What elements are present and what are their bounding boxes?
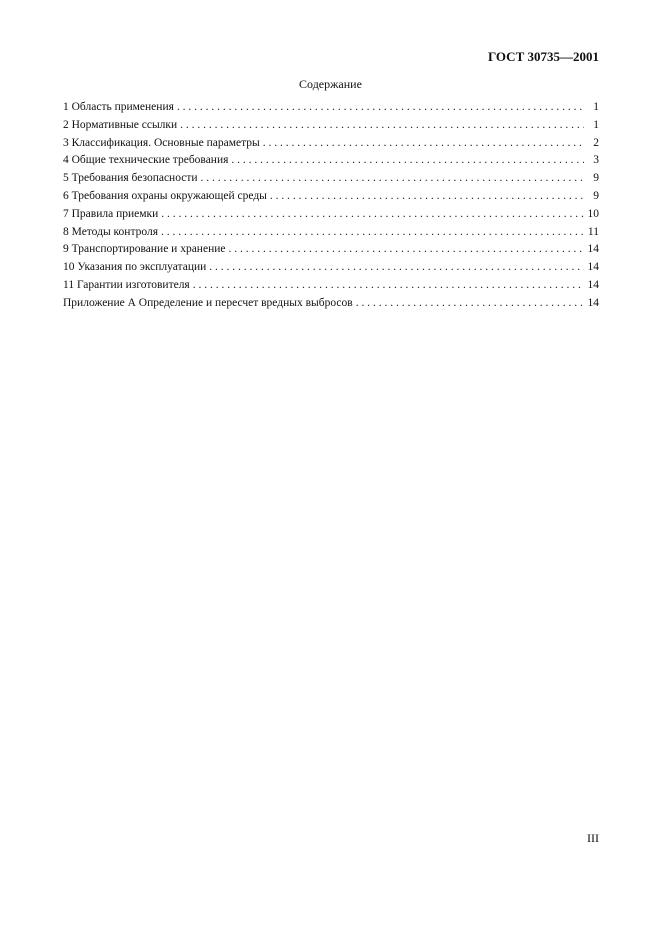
toc-entry[interactable] [63, 172, 599, 190]
toc-entry-page: 14 [587, 296, 599, 309]
toc-entry-page: 14 [587, 243, 599, 256]
toc-entry[interactable] [63, 137, 599, 155]
toc-entry-label: 7 Правила приемки [63, 207, 159, 220]
leader-dots [201, 172, 584, 184]
leader-dots [161, 226, 584, 238]
toc-entry[interactable] [63, 243, 599, 261]
toc-entry-page: 9 [593, 189, 599, 202]
toc-entry-label: 3 Классификация. Основные параметры [63, 136, 260, 149]
toc-entry-label: 8 Методы контроля [63, 225, 158, 238]
table-of-contents [63, 101, 599, 315]
toc-entry[interactable] [63, 279, 599, 297]
toc-entry[interactable] [63, 190, 599, 208]
toc-entry-page: 14 [587, 261, 599, 274]
page-title: Содержание [299, 77, 362, 91]
leader-dots [231, 154, 584, 166]
toc-entry[interactable] [63, 297, 599, 315]
leader-dots [209, 261, 584, 273]
toc-entry-label: 1 Область применения [63, 101, 174, 113]
toc-entry-label: 2 Нормативные ссылки [63, 118, 178, 131]
leader-dots [177, 101, 584, 113]
toc-entry-label: 9 Транспортирование и хранение [63, 243, 226, 256]
toc-entry-page: 1 [593, 118, 599, 131]
toc-entry-page: 11 [587, 225, 599, 238]
toc-entry-page: 3 [593, 154, 599, 167]
toc-entry-page: 14 [587, 278, 599, 291]
leader-dots [228, 243, 584, 255]
page-number: III [587, 831, 599, 845]
toc-entry-page: 10 [587, 207, 599, 220]
toc-entry[interactable] [63, 261, 599, 279]
toc-entry[interactable] [63, 154, 599, 172]
leader-dots [270, 190, 584, 202]
toc-entry[interactable] [63, 208, 599, 226]
toc-entry-page: 1 [593, 101, 599, 113]
toc-entry-label: 11 Гарантии изготовителя [63, 278, 190, 291]
toc-entry[interactable] [63, 226, 599, 244]
toc-entry-page: 2 [593, 136, 599, 149]
leader-dots [193, 279, 584, 291]
document-code: ГОСТ 30735—2001 [487, 49, 599, 64]
leader-dots [356, 297, 584, 309]
toc-entry-label: 6 Требования охраны окружающей среды [63, 189, 267, 202]
toc-entry-label: 10 Указания по эксплуатации [63, 261, 207, 274]
toc-entry[interactable] [63, 119, 599, 137]
toc-entry-page: 9 [593, 172, 599, 185]
leader-dots [161, 208, 584, 220]
leader-dots [263, 137, 584, 149]
toc-entry[interactable] [63, 101, 599, 119]
toc-entry-label: 5 Требования безопасности [63, 172, 198, 185]
toc-entry-label: Приложение А Определение и пересчет вредных выбросов [63, 296, 353, 309]
leader-dots [180, 119, 584, 131]
toc-entry-label: 4 Общие технические требования [63, 154, 229, 167]
